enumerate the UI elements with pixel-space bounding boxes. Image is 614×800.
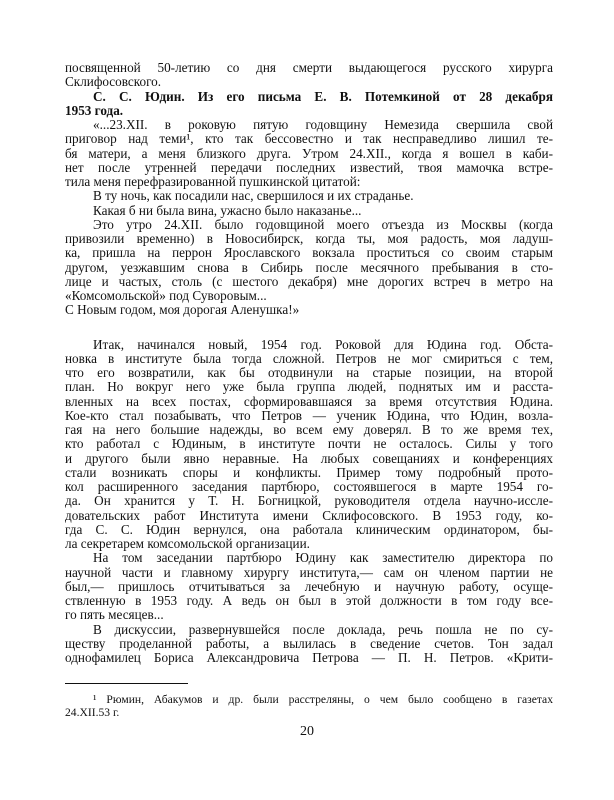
text-line: бя матери, а меня близкого друга. Утром 24.XII., когда я вошел в каби- (65, 145, 553, 161)
text-line: Склифосовского. (65, 74, 162, 90)
footnote-line: 24.XII.53 г. (65, 705, 120, 719)
text-line: план. Но вокруг него уже была группа людей, поднятых им и расста- (65, 379, 553, 395)
text-line: вленных на всех постах, сформировавшаяся за время отсутствия Юдина. (65, 393, 553, 409)
text-line: привозили временно) в Новосибирск, когда ты, моя радость, моя ладуш- (65, 231, 553, 246)
text-line: го пять месяцев... (65, 607, 164, 623)
text-line: С Новым годом, моя дорогая Аленушка!» (65, 302, 300, 318)
text-line: тила меня перефразированной пушкинской цитатой: (65, 174, 361, 189)
text-line: Кое-кто стал позабывать, что Петров — ученик Юдина, что Юдин, возла- (65, 407, 553, 423)
text-line: 1953 года. (65, 102, 124, 118)
page-number: 20 (300, 724, 314, 739)
text-line: гая на него большие надежды, во всем ему доверял. В то же время тех, (65, 422, 553, 437)
text-line: что его возвратили, как бы отодвинули на старые позиции, на второй (65, 365, 553, 380)
paragraph-gap (65, 318, 553, 338)
text-line: кто работал с Юдиным, в институте почти не осталось. Силы у того (65, 436, 553, 452)
text-line: С. С. Юдин. Из его письма Е. В. Потемкиной от 28 декабря (93, 88, 553, 104)
text-line: другом, уезжавшим снова в Сибирь после месячного пребывания в сто- (65, 259, 553, 275)
text-line: гда С. С. Юдин вернулся, она работала клиническим ординатором, бы- (65, 521, 553, 537)
page-body (65, 61, 553, 665)
text-line: На том заседании партбюро Юдину как заместителю директора по (93, 550, 553, 566)
text-line: посвященной 50-летию со дня смерти выдающегося русского хирурга (65, 60, 553, 75)
text-line: однофамилец Бориса Александровича Петрова — П. Н. Петров. «Крити- (65, 650, 553, 665)
text-line: научной части и главному хирургу института,— сам он членом партии не (65, 564, 553, 580)
text-line: лице и частых, столь (с шестого декабря) мне дорогих встреч в метро на (65, 273, 553, 289)
text-line: ществу проделанной работы, а вылилась в сведение счетов. Тон задал (65, 635, 553, 651)
text-line: новка в институте была тогда сложной. Петров не мог смириться с тем, (65, 350, 553, 366)
text-line: Итак, начинался новый, 1954 год. Роковой для Юдина год. Обста- (93, 336, 553, 352)
text-line: стали возникать споры и конфликты. Пример тому подробный прото- (65, 464, 553, 480)
footnote-line: ¹ Рюмин, Абакумов и др. были расстреляны, о чем было сообщено в газетах (93, 693, 553, 706)
text-line: ствленную в 1953 году. А ведь он был в этой должности в том году все- (65, 593, 553, 608)
footnote-divider (65, 683, 188, 684)
text-line: В ту ночь, как посадили нас, свершилося и их страданье. (93, 188, 414, 204)
text-line: «...23.XII. в роковую пятую годовщину Немезида свершила свой (93, 117, 553, 132)
text-line: Это утро 24.XII. было годовщиной моего отъезда из Москвы (когда (93, 216, 553, 232)
text-line: Какая б ни была вина, ужасно было наказанье... (93, 202, 362, 218)
text-line: ка, пришла на перрон Ярославского вокзала проститься со своим старым (65, 245, 553, 261)
text-line: В дискуссии, развернувшейся после доклада, речь пошла не по су- (93, 621, 553, 637)
text-line: кол расширенного заседания партбюро, состоявшегося в марте 1954 го- (65, 479, 553, 494)
text-line: ла секретарем комсомольской организации. (65, 536, 310, 551)
text-line: был,— пришлось отчитываться за лечебную и научную работу, осуще- (65, 578, 553, 594)
text-line: довательских работ Института имени Склифосовского. В 1953 году, ко- (65, 507, 553, 523)
text-line: и другого были явно неравные. На любых совещаниях и конференциях (65, 450, 553, 466)
text-line: нет после утренней передачи последних известий, твоя мамочка встре- (65, 159, 553, 175)
text-line: «Комсомольской» под Суворовым... (65, 288, 267, 303)
footnote (65, 694, 553, 719)
text-line: приговор над теми¹, кто так бессовестно и так несправедливо лишил те- (65, 131, 553, 147)
text-line: да. Он хранится у Т. Н. Богницкой, руководителя отдела научно-иссле- (65, 493, 553, 509)
